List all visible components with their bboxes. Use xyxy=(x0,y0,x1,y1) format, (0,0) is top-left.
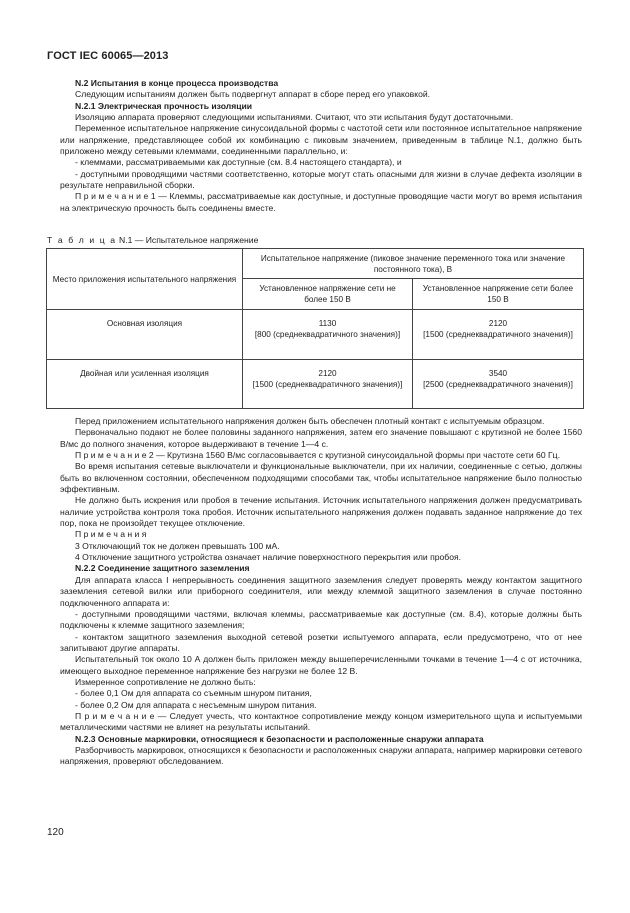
value-peak: 2120 xyxy=(488,319,508,328)
paragraph: Измеренное сопротивление не должно быть: xyxy=(75,676,256,687)
note-1 xyxy=(60,191,582,214)
paragraph: Перед приложением испытательного напряжения должен быть обеспечен плотный контакт с испытуемым образцом. xyxy=(75,416,545,426)
paragraph: Не должно быть искрения или пробоя в течение испытания. Источник испытательного напряжения должен предусматривать наличие устройства контроля тока пробоя. Источник испытательного напряжения должен подавать заданное напряжение до тех пор, пока не произойдет текущее отключение. xyxy=(60,495,582,529)
section-after-table xyxy=(60,416,582,768)
table-cell-value xyxy=(413,310,584,360)
list-item: - более 0,1 Ом для аппарата со съемным шнуром питания, xyxy=(75,688,312,699)
column-header-place: Место приложения испытательного напряжения xyxy=(47,249,243,310)
test-voltage-table xyxy=(46,248,584,409)
note-2 xyxy=(60,450,582,461)
paragraph: Для аппарата класса I непрерывность соединения защитного заземления следует проверять между контактом защитного заземления сетевой вилки или приборного соединителя, или между клеммой защитного заземления в случае постоянно подключенного аппарата и: xyxy=(60,574,582,608)
table-row xyxy=(47,310,584,360)
heading-n2-2: N.2.2 Соединение защитного заземления xyxy=(75,563,250,574)
list-item: - контактом защитного заземления выходной сетевой розетки испытуемого аппарата, если предусмотрено, что от нее запитывают другие аппараты. xyxy=(60,631,582,653)
section-n2 xyxy=(60,78,582,214)
heading-n2-1: N.2.1 Электрическая прочность изоляции xyxy=(75,100,253,111)
notes-label: П р и м е ч а н и я xyxy=(75,529,147,540)
table-caption-label: Т а б л и ц а xyxy=(47,235,117,245)
document-header: ГОСТ IEC 60065—2013 xyxy=(47,50,169,62)
column-header-up-to-150v: Установленное напряжение сети не более 150 В xyxy=(243,279,413,310)
column-header-over-150v: Установленное напряжение сети более 150 В xyxy=(413,279,584,310)
table-caption-text: N.1 — Испытательное напряжение xyxy=(116,235,259,245)
value-peak: 3540 xyxy=(488,369,508,378)
table-cell-place: Основная изоляция xyxy=(47,310,243,360)
note-text: — Следует учесть, что контактное сопротивление между концом измерительного щупа и испытуемыми металлическими частями не влияет на результаты испытаний. xyxy=(60,710,583,733)
note-text: — Крутизна 1560 В/мс согласовывается с крутизной синусоидальной формы при частоте сети 60 Гц. xyxy=(153,450,560,461)
paragraph: Во время испытания сетевые выключатели и функциональные выключатели, при их наличии, соединенные с сетью, должны быть во включенном состоянии, обеспеченном подходящими способами так, чтобы испытательное напряжение было полностью эффективным. xyxy=(60,461,582,495)
paragraph: Изоляцию аппарата проверяют следующими испытаниями. Считают, что эти испытания будут достаточными. xyxy=(75,112,514,123)
note-5 xyxy=(60,711,582,734)
table-caption xyxy=(47,235,258,245)
note-3: 3 Отключающий ток не должен превышать 100 мА. xyxy=(75,540,280,551)
value-rms: [2500 (среднеквадратичного значения)] xyxy=(423,380,573,389)
column-group-header: Испытательное напряжение (пиковое значение переменного тока или значение постоянного тока), В xyxy=(243,249,584,279)
paragraph: Следующим испытаниям должен быть подвергнут аппарат в сборе перед его упаковкой. xyxy=(75,89,431,100)
note-label: П р и м е ч а н и е 1 xyxy=(75,191,156,202)
paragraph: Разборчивость маркировок, относящихся к безопасности и расположенных снаружи аппарата, например маркировки сетевого напряжения, проверяют обследованием. xyxy=(60,744,582,767)
value-rms: [1500 (среднеквадратичного значения)] xyxy=(423,330,573,339)
table-row xyxy=(47,360,584,409)
paragraph: Первоначально подают не более половины заданного напряжения, затем его значение повышают с крутизной не более 1560 В/мс до полного значения, которое выдерживают в течение 1—4 с. xyxy=(60,427,582,449)
table-cell-value xyxy=(243,360,413,409)
note-label: П р и м е ч а н и е 2 xyxy=(75,450,154,461)
heading-n2: N.2 Испытания в конце процесса производства xyxy=(75,78,279,88)
value-peak: 2120 xyxy=(318,369,337,378)
list-item: - доступными проводящими частями, включая клеммы, рассматриваемые как доступные (см. 8.4), которые должны быть подключены к клемме защитного заземления; xyxy=(60,608,582,631)
table-cell-place: Двойная или усиленная изоляция xyxy=(47,360,243,409)
paragraph: Испытательный ток около 10 А должен быть приложен между вышеперечисленными точками в течение 1—4 с от источника, имеющего выходное переменное напряжение без нагрузки не более 12 В. xyxy=(60,654,582,676)
value-rms: [800 (среднеквадратичного значения)] xyxy=(254,330,401,339)
list-item: - клеммами, рассматриваемыми как доступные (см. 8.4 настоящего стандарта), и xyxy=(75,157,402,168)
heading-n2-3: N.2.3 Основные маркировки, относящиеся к безопасности и расположенные снаружи аппарата xyxy=(75,733,484,744)
note-text: — Клеммы, рассматриваемые как доступные, и доступные проводящие части могут во время испытания на электрическую прочность быть соединены вместе. xyxy=(60,191,583,213)
paragraph: Переменное испытательное напряжение синусоидальной формы с частотой сети или постоянное испытательное напряжение или напряжение, представляющее собой их комбинацию с пиковым значением, приведенным в таблице N.1, должно быть приложено между сетевыми клеммами, соединенными параллельно, и: xyxy=(60,123,582,157)
page-number: 120 xyxy=(47,827,64,838)
value-peak: 1130 xyxy=(318,319,337,328)
table-cell-value xyxy=(413,360,584,409)
value-rms: [1500 (среднеквадратичного значения)] xyxy=(252,380,403,389)
list-item: - доступными проводящими частями соответственно, которые могут стать опасными для жизни в случае дефекта изоляции в результате неправильной сборки. xyxy=(60,168,582,191)
list-item: - более 0,2 Ом для аппарата с несъемным шнуром питания. xyxy=(75,699,317,710)
table-cell-value xyxy=(243,310,413,360)
note-label: П р и м е ч а н и е xyxy=(75,710,155,721)
note-4: 4 Отключение защитного устройства означает наличие поверхностного перекрытия или пробоя. xyxy=(75,552,462,563)
